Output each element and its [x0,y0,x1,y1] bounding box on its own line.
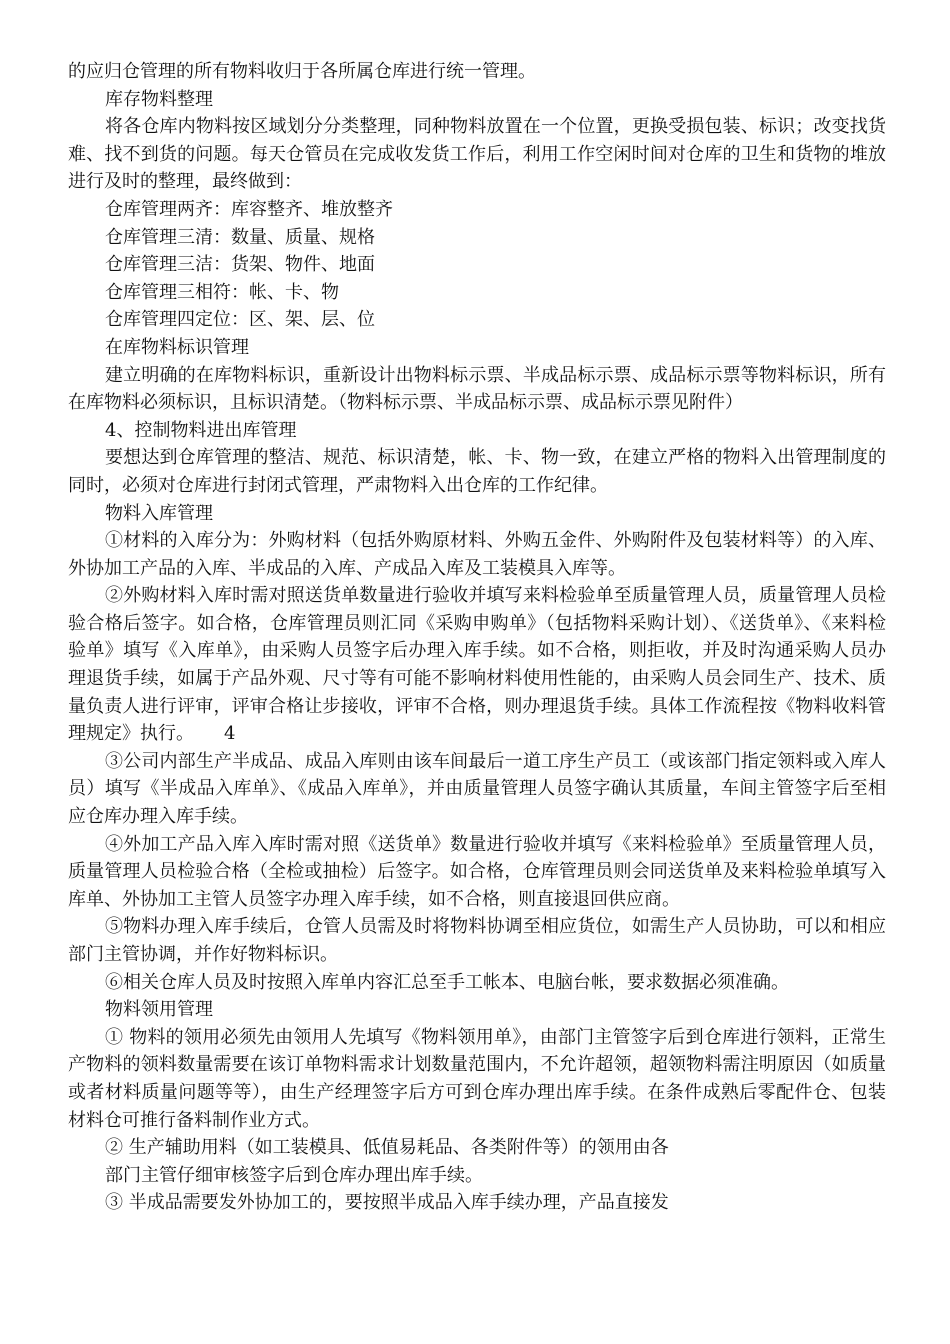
heading-requisition: 物料领用管理 [105,999,213,1021]
heading-inventory-arrangement: 库存物料整理 [105,88,213,110]
paragraph-inbound-2 [68,582,886,748]
paragraph-requisition-3: ③ 半成品需要发外协加工的，要按照半成品入库手续办理，产品直接发 [105,1192,669,1214]
paragraph-inbound-2-text: ②外购材料入库时需对照送货单数量进行验收并填写来料检验单至质量管理人员，质量管理人员检验合格后签字。如合格，仓库管理员则汇同《采购申购单》（包括物料采购计划）、《送货单》、《来料检验单》填写《入库单》，由采购人员签字后办理入库手续。如不合格，则拒收，并及时沟通采购人员办理退货手续，如属于产品外观、尺寸等有可能不影响材料使用性能的，由采购人员会同生产、技术、质量负责人进行评审，评审合格让步接收，评审不合格，则办理退货手续。具体工作流程按《物料收料管理规定》执行。 [68,585,886,745]
paragraph-inbound-5: ⑤物料办理入库手续后，仓管人员需及时将物料协调至相应货位，如需生产人员协助，可以和相应部门主管协调，并作好物料标识。 [68,916,886,965]
list-item-three-match: 仓库管理三相符：帐、卡、物 [105,281,339,303]
list-item-two-neat: 仓库管理两齐：库容整齐、堆放整齐 [105,198,393,220]
paragraph-inbound-4: ④外加工产品入库入库时需对照《送货单》数量进行验收并填写《来料检验单》至质量管理人员，质量管理人员检验合格（全检或抽检）后签字。如合格，仓库管理员则会同送货单及来料检验单填写入库单、外协加工主管人员签字办理入库手续，如不合格，则直接退回供应商。 [68,833,886,910]
document-page [68,58,886,1217]
heading-inbound: 物料入库管理 [105,502,213,524]
paragraph-arrangement: 将各仓库内物料按区域划分分类整理，同种物料放置在一个位置，更换受损包装、标识；改变找货难、找不到货的问题。每天仓管员在完成收发货工作后，利用工作空闲时间对仓库的卫生和货物的堆放进行及时的整理，最终做到： [68,116,886,193]
paragraph-section-4: 要想达到仓库管理的整洁、规范、标识清楚，帐、卡、物一致，在建立严格的物料入出管理制度的同时，必须对仓库进行封闭式管理，严肃物料入出仓库的工作纪律。 [68,447,886,496]
paragraph-requisition-2-cont: 部门主管仔细审核签字后到仓库办理出库手续。 [105,1164,483,1186]
paragraph-requisition-2: ② 生产辅助用料（如工装模具、低值易耗品、各类附件等）的领用由各 [105,1137,669,1159]
paragraph-inbound-3: ③公司内部生产半成品、成品入库则由该车间最后一道工序生产员工（或该部门指定领料或入库人员）填写《半成品入库单》、《成品入库单》，并由质量管理人员签字确认其质量，车间主管签字后至相应仓库办理入库手续。 [68,750,886,828]
list-item-four-position: 仓库管理四定位：区、架、层、位 [105,309,375,331]
list-item-three-clear: 仓库管理三清：数量、质量、规格 [105,226,375,248]
paragraph-continued: 的应归仓管理的所有物料收归于各所属仓库进行统一管理。 [68,61,536,82]
heading-section-4: 4、控制物料进出库管理 [105,419,297,441]
paragraph-inbound-6: ⑥相关仓库人员及时按照入库单内容汇总至手工帐本、电脑台帐，要求数据必须准确。 [105,971,789,993]
paragraph-labeling: 建立明确的在库物料标识，重新设计出物料标示票、半成品标示票、成品标示票等物料标识，所有在库物料必须标识，且标识清楚。（物料标示票、半成品标示票、成品标示票见附件） [68,364,886,414]
paragraph-inbound-1: ①材料的入库分为：外购材料（包括外购原材料、外购五金件、外购附件及包装材料等）的入库、外协加工产品的入库、半成品的入库、产成品入库及工装模具入库等。 [68,530,886,579]
heading-labeling: 在库物料标识管理 [105,336,249,358]
list-item-three-clean: 仓库管理三洁：货架、物件、地面 [105,254,375,276]
page-number: 4 [224,723,236,745]
paragraph-requisition-1: ① 物料的领用必须先由领用人先填写《物料领用单》，由部门主管签字后到仓库进行领料，正常生产物料的领料数量需要在该订单物料需求计划数量范围内，不允许超领，超领物料需注明原因（如质量或者材料质量问题等等），由生产经理签字后方可到仓库办理出库手续。在条件成熟后零配件仓、包装材料仓可推行备料制作业方式。 [68,1026,886,1131]
